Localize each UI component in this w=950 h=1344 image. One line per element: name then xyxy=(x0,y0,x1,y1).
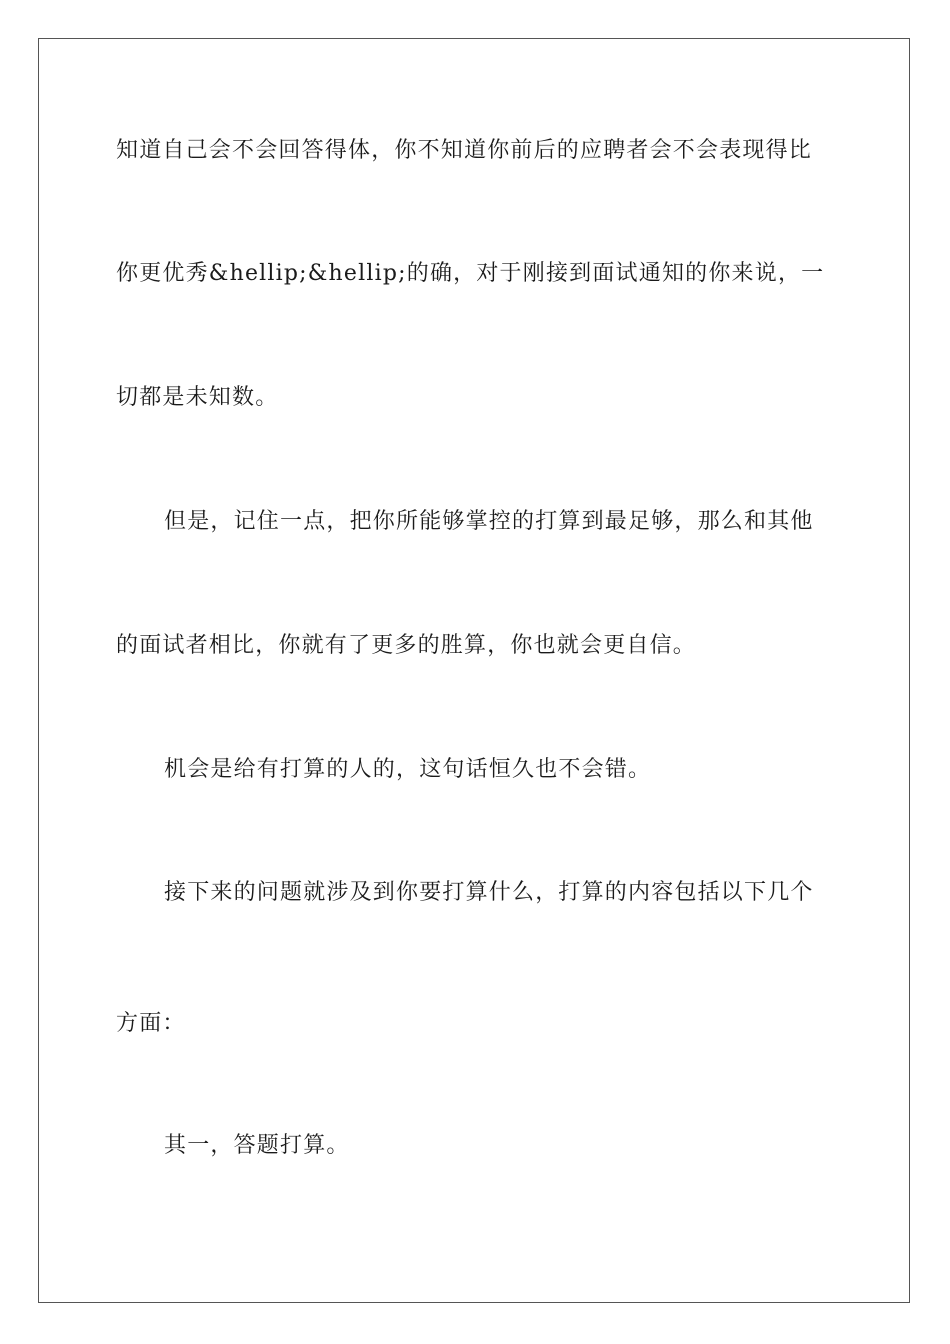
text-line-4: 但是，记住一点，把你所能够掌控的打算到最足够，那么和其他 xyxy=(164,509,814,534)
text-line-3: 切都是未知数。 xyxy=(116,385,279,410)
text-line-2: 你更优秀&hellip;&hellip;的确，对于刚接到面试通知的你来说，一 xyxy=(116,261,825,286)
text-line-7: 接下来的问题就涉及到你要打算什么，打算的内容包括以下几个 xyxy=(164,880,814,905)
text-line-9: 其一，答题打算。 xyxy=(164,1133,350,1158)
page-frame xyxy=(38,38,910,1303)
text-line-8: 方面： xyxy=(116,1011,186,1036)
text-line-1: 知道自己会不会回答得体，你不知道你前后的应聘者会不会表现得比 xyxy=(116,138,813,163)
text-line-5: 的面试者相比，你就有了更多的胜算，你也就会更自信。 xyxy=(116,633,697,658)
text-line-6: 机会是给有打算的人的，这句话恒久也不会错。 xyxy=(164,757,652,782)
